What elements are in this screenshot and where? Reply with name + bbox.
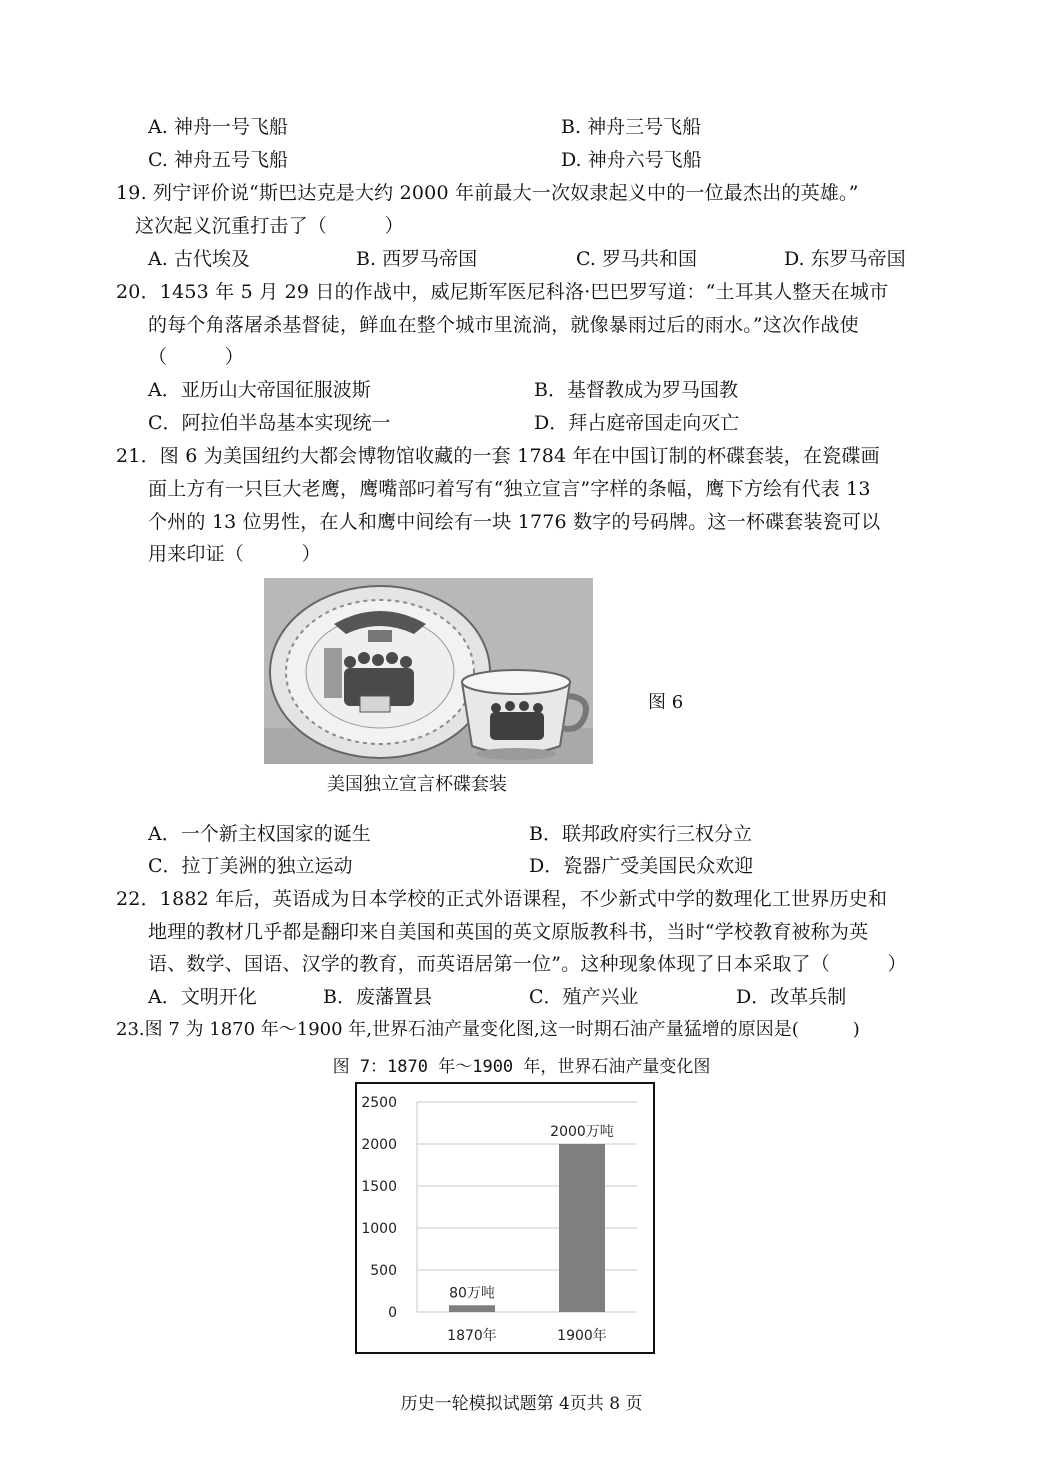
chart-title: 图 7：1870 年～1900 年，世界石油产量变化图: [332, 1057, 711, 1077]
bar-1: [559, 1144, 605, 1312]
data-label: 2000万吨: [550, 1124, 614, 1140]
q22-option-a: A．文明开化: [148, 986, 257, 1008]
y-tick-label: 1000: [361, 1221, 397, 1237]
q21-stem-line4: 用来印证（ ）: [148, 543, 321, 565]
q20-stem-line3: （ ）: [148, 346, 245, 368]
q19-option-a: A. 古代埃及: [148, 248, 250, 270]
q19-option-c: C. 罗马共和国: [576, 248, 697, 270]
chart-svg: [357, 1084, 653, 1352]
q21-stem-line2: 面上方有一只巨大老鹰，鹰嘴部叼着写有“独立宣言”字样的条幅，鹰下方绘有代表 13: [148, 478, 871, 500]
q21-option-b: B．联邦政府实行三权分立: [529, 823, 752, 845]
q22-option-d: D．改革兵制: [736, 986, 847, 1008]
q18-option-b: B. 神舟三号飞船: [561, 116, 702, 138]
q20-stem-line1: 20．1453 年 5 月 29 日的作战中，威尼斯军医尼科洛·巴巴罗写道：“土耳其人整天在城市: [116, 281, 889, 303]
bar-0: [449, 1305, 495, 1312]
y-tick-label: 0: [388, 1305, 397, 1321]
oil-production-chart: [355, 1082, 655, 1354]
q22-stem-line1: 22．1882 年后，英语成为日本学校的正式外语课程，不少新式中学的数理化工世界历史和: [116, 888, 888, 910]
q19-stem-line1: 19. 列宁评价说“斯巴达克是大约 2000 年前最大一次奴隶起义中的一位最杰出的英雄。”: [116, 182, 859, 204]
x-tick-label: 1870年: [447, 1328, 497, 1344]
y-tick-label: 500: [370, 1263, 397, 1279]
y-tick-label: 2500: [361, 1095, 397, 1111]
q20-option-a: A．亚历山大帝国征服波斯: [148, 379, 371, 401]
q19-stem-line2: 这次起义沉重打击了（ ）: [135, 215, 404, 237]
porcelain-illustration: [264, 578, 593, 764]
q22-option-c: C．殖产兴业: [529, 986, 639, 1008]
q20-option-d: D．拜占庭帝国走向灭亡: [534, 412, 740, 434]
q20-option-b: B．基督教成为罗马国教: [534, 379, 738, 401]
q21-option-c: C．拉丁美洲的独立运动: [148, 855, 353, 877]
data-label: 80万吨: [449, 1285, 495, 1302]
q21-option-d: D．瓷器广受美国民众欢迎: [529, 855, 754, 877]
q20-option-c: C．阿拉伯半岛基本实现统一: [148, 412, 391, 434]
q19-option-b: B. 西罗马帝国: [356, 248, 478, 270]
q22-stem-line2: 地理的教材几乎都是翻印来自美国和英国的英文原版教科书，当时“学校教育被称为英: [148, 921, 869, 943]
q23-stem-line1: 23.图 7 为 1870 年～1900 年,世界石油产量变化图,这一时期石油产量猛增的原因是( ): [116, 1019, 860, 1040]
x-tick-label: 1900年: [557, 1328, 607, 1344]
figure-6-label: 图 6: [648, 692, 684, 713]
q20-stem-line2: 的每个角落屠杀基督徒，鲜血在整个城市里流淌，就像暴雨过后的雨水。”这次作战使: [148, 314, 859, 336]
q21-stem-line3: 个州的 13 位男性，在人和鹰中间绘有一块 1776 数字的号码牌。这一杯碟套装瓷可以: [148, 511, 881, 533]
q21-stem-line1: 21．图 6 为美国纽约大都会博物馆收藏的一套 1784 年在中国订制的杯碟套装，在瓷碟画: [116, 445, 880, 467]
page-footer: 历史一轮模拟试题第 4页共 8 页: [400, 1394, 643, 1414]
q22-stem-line3: 语、数学、国语、汉学的教育，而英语居第一位”。这种现象体现了日本采取了（ ）: [148, 953, 907, 975]
cup-saucer-photo: [264, 578, 593, 764]
q18-option-a: A. 神舟一号飞船: [148, 116, 288, 138]
q18-option-c: C. 神舟五号飞船: [148, 149, 288, 171]
y-tick-label: 2000: [361, 1137, 397, 1153]
q19-option-d: D. 东罗马帝国: [784, 248, 906, 270]
q22-option-b: B．废藩置县: [323, 986, 432, 1008]
figure-6-caption: 美国独立宣言杯碟套装: [327, 774, 507, 795]
y-tick-label: 1500: [361, 1179, 397, 1195]
q18-option-d: D. 神舟六号飞船: [561, 149, 702, 171]
q21-option-a: A．一个新主权国家的诞生: [148, 823, 371, 845]
